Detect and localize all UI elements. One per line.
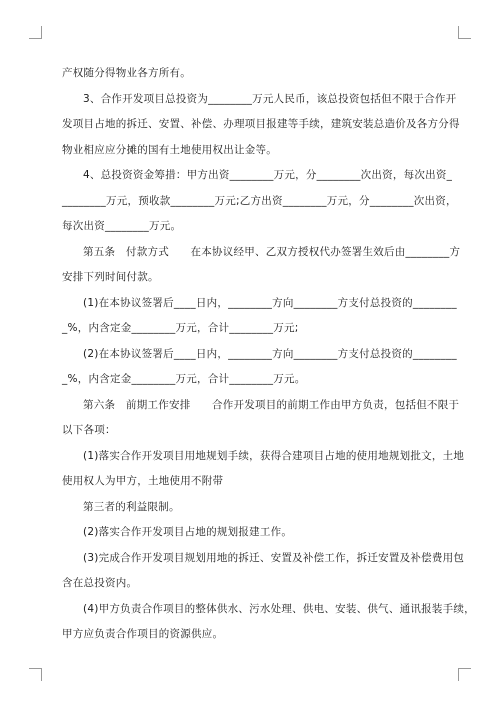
text-line: ________万元，预收款________万元;乙方出资________万元，分________次出资，: [62, 194, 457, 207]
text-line: (1)在本协议签署后____日内，________方向________方支付总投资的________: [83, 296, 457, 309]
text-line: 安排下列时间付款。: [62, 271, 159, 283]
text-line: 3、合作开发项目总投资为________万元人民币，该总投资包括但不限于合作开: [83, 92, 457, 105]
crop-mark-top-right: [458, 26, 471, 39]
text-line: 第三者的利益限制。: [83, 500, 180, 513]
text-line: (2)在本协议签署后____日内，________方向________方支付总投资的________: [83, 347, 457, 360]
text-line: 产权随分得物业各方所有。: [62, 67, 191, 79]
text-line: (2)落实合作开发项目占地的规划报建工作。: [83, 526, 293, 538]
text-line: 发项目占地的拆迁、安置、补偿、办理项目报建等手续，建筑安装总造价及各方分得: [62, 118, 460, 130]
document-body: [62, 61, 475, 648]
text-line: 以下各项：: [62, 424, 116, 436]
crop-mark-top-left: [29, 26, 42, 39]
text-line: (1)落实合作开发项目用地规划手续，获得合建项目占地的使用地规划批文，土地: [83, 449, 465, 462]
text-line: 每次出资________万元。: [62, 220, 182, 232]
text-line: _%，内含定金________万元，合计________万元;: [62, 322, 299, 334]
crop-mark-bottom-right: [458, 668, 471, 681]
text-line: 使用权人为甲方，土地使用不附带: [62, 475, 224, 487]
text-line: 4、总投资资金筹措：甲方出资________万元，分________次出资，每次出资_: [83, 169, 453, 181]
text-line: _%，内含定金________万元，合计________万元。: [62, 373, 306, 385]
text-line: (4)甲方负责合作项目的整体供水、污水处理、供电、安装、供气、通讯报装手续，: [83, 602, 475, 615]
section-heading-line: 第五条 付款方式 在本协议经甲、乙双方授权代办签署生效后由________方: [83, 245, 461, 258]
text-line: 甲方应负责合作项目的资源供应。: [62, 628, 224, 640]
crop-mark-bottom-left: [29, 668, 42, 681]
text-line: 物业相应应分摊的国有土地使用权出让金等。: [62, 143, 277, 156]
text-line: (3)完成合作开发项目规划用地的拆迁、安置及补偿工作，拆迁安置及补偿费用包: [83, 551, 465, 564]
section-heading-line: 第六条 前期工作安排 合作开发项目的前期工作由甲方负责，包括但不限于: [83, 398, 460, 411]
text-line: 含在总投资内。: [62, 577, 138, 589]
